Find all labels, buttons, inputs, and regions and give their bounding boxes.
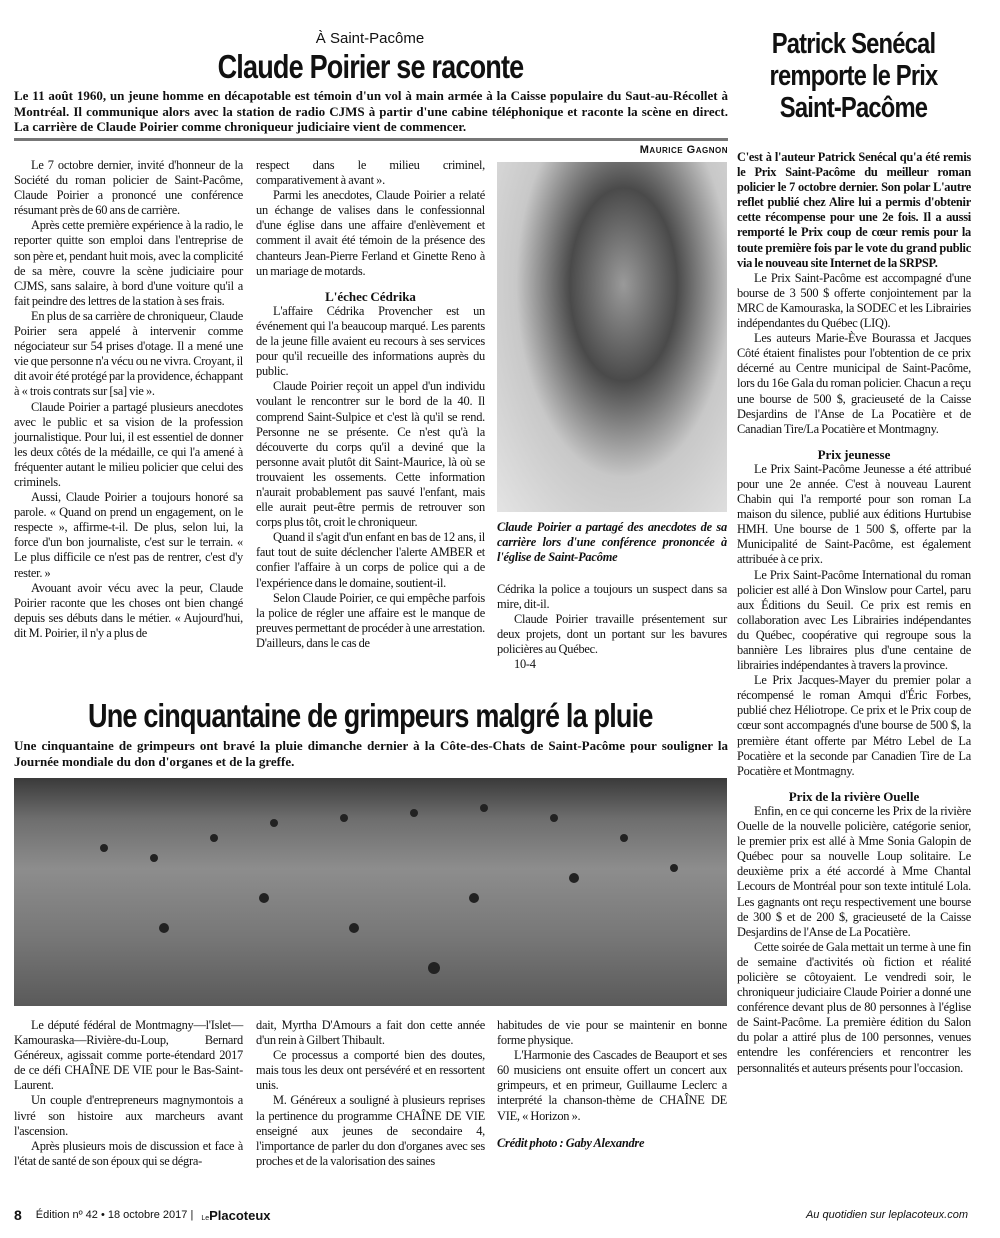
page-footer (14, 1207, 271, 1223)
paragraph: M. Généreux a souligné à plusieurs reprises la pertinence du programme CHAÎNE DE VIE enseigné aux jeunes de secondaire 4, l'importance de parler du don d'organes avec ses proches et de la valorisation des saines (256, 1093, 485, 1168)
article-deck: Le 11 août 1960, un jeune homme en décapotable est témoin d'un vol à main armée à la Caisse populaire du Saut-au-Récollet à Montréal. Il communique alors avec la station de radio CJMS à partir d'une cabine téléphonique et raconte la scène en direct. La carrière de Claude Poirier comme chroniqueur judiciaire vient de commencer. (14, 88, 728, 134)
paragraph: Les auteurs Marie-Ève Bourassa et Jacques Côté étaient finalistes pour l'obtention de ce prix décerné au Centre municipal de Saint-Pacôme, lors du 16e Gala du roman policier. Chacun a reçu une bourse de 500 $, gracieuseté de la Caisse Desjardins de l'Anse de La Pocatière et de Canadian Tire/La Pocatière et Montmagny. (737, 331, 971, 436)
paragraph: Claude Poirier reçoit un appel d'un individu voulant le rencontrer sur le bord de la 40. Il comprend Saint-Sulpice et c'est là qu'il se rend. Personne ne se présente. Ce n'est qu'à la découverte du corps qu'il a deviné que la personne avait plutôt dit Saint-Maurice, là où se trouvaient les ossements. Cette information n'aurait probablement pas sauvé l'enfant, mais elle aurait peut-être permis de retrouver son corps plus tôt, croit le chroniqueur. (256, 379, 485, 530)
subheading: L'échec Cédrika (325, 288, 416, 304)
paragraph: Claude Poirier a partagé plusieurs anecdotes avec le public et sa vision de la profession journalistique. Pour lui, il est essentiel de donner les deux côtés de la médaille, ce qui l'a amené à fréquenter autant le milieu policier que celui des criminels. (14, 399, 243, 489)
sidebar-headline (737, 28, 970, 124)
paragraph: Parmi les anecdotes, Claude Poirier a relaté un échange de valises dans le confessionnal d'une église dans une affaire d'enlèvement et comment il avait été témoin de la présence des chanteurs Jean-Pierre Ferland et Ginette Reno à un mariage de motards. (256, 188, 485, 278)
paragraph: Un couple d'entrepreneurs magnymontois a livré son histoire aux marcheurs avant l'ascension. (14, 1093, 243, 1138)
article2-deck: Une cinquantaine de grimpeurs ont bravé la pluie dimanche dernier à la Côte-des-Chats de Saint-Pacôme pour souligner la Journée mondiale du don d'organes et de la greffe. (14, 738, 728, 769)
paragraph: Ce processus a comporté bien des doutes, mais tous les deux ont persévéré et en ressortent unis. (256, 1048, 485, 1093)
paragraph: Après plusieurs mois de discussion et face à l'état de santé de son époux qui se dégra- (14, 1138, 243, 1168)
paragraph: Avouant avoir vécu avec la peur, Claude Poirier raconte que les choses ont bien changé depuis ses débuts dans le métier. « Aujourd'hui, dit M. Poirier, il n'y a plus de (14, 580, 243, 640)
paragraph: Cette soirée de Gala mettait un terme à une fin de semaine d'activités où fiction et réalité policière se côtoyaient. Le vendredi soir, le chroniqueur judiciaire Claude Poirier a donné une conférence devant plus de 80 personnes à l'église de Saint-Pacôme. La première édition du Salon du polar a attiré plus de 100 personnes, venues entendre les conférenciers et rencontrer les personnalités et auteurs présents pour l'occasion. (737, 939, 971, 1075)
article2-column-1 (14, 1018, 243, 1169)
footer-tagline[interactable]: Au quotidien sur leplacoteux.com (805, 1209, 968, 1221)
photo-claude-poirier (497, 162, 727, 512)
byline: Maurice Gagnon (639, 144, 728, 156)
paragraph: Le Prix Saint-Pacôme Jeunesse a été attribué pour une 2e année. C'est à nouveau Laurent Chabin qui l'a remporté pour son roman La maison du silence, publié aux éditions Hurtubise HMH. Une bourse de 1 500 $, offerte par la Municipalité de Saint-Pacôme, est également attribuée à ce prix. (737, 461, 971, 567)
paragraph: En plus de sa carrière de chroniqueur, Claude Poirier sera appelé à intervenir comme négociateur sur 54 prises d'otage. Il a mené une vie que personne n'a vécu ou ne vivra. Croyant, il dit avoir été protégé par la providence, échappant à « trois contrats sur [sa] vie ». (14, 308, 243, 399)
headline-text: Claude Poirier se raconte (217, 48, 523, 85)
brand-prefix: Le (201, 1214, 210, 1222)
paragraph: Le Prix Jacques-Mayer du premier polar a récompensé le roman Amqui d'Éric Forbes, publié chez Héliotrope. Ce prix et le Prix coup de cœur sont accompagnés d'une bourse de 500 $, la première étant offerte par Métro Lebel de La Pocatière et la seconde par Canadien Tire de La Pocatière et Montmagny. (737, 673, 971, 778)
subheading: Prix jeunesse (817, 446, 891, 462)
paragraph: Le Prix Saint-Pacôme est accompagné d'une bourse de 3 500 $ offerte conjointement par la MRC de Kamouraska, la SODEC et les Librairies indépendantes du Québec (LIQ). (737, 270, 971, 331)
paragraph: L'Harmonie des Cascades de Beauport et ses 60 musiciens ont ensuite offert un concert aux grimpeurs, et en primeur, Guillaume Leclerc a interprété la chanson-thème de CHAÎNE DE VIE, « Horizon ». (497, 1048, 727, 1123)
lede: C'est à l'auteur Patrick Senécal qu'a été remis le Prix Saint-Pacôme du meilleur roman policier le 7 octobre dernier. Son polar L'autre reflet publié chez Alire lui a permis d'obtenir cette récompense pour une 2e fois. Il a aussi remporté le Prix coup de cœur remis pour la toute première fois par le vote du grand public via le nouveau site Internet de la SRPSP. (737, 150, 971, 270)
article-column-3 (497, 582, 727, 673)
article2-headline (0, 697, 740, 735)
paragraph: Cédrika la police a toujours un suspect dans sa mire, dit-il. (497, 582, 727, 612)
article2-column-3 (497, 1018, 727, 1151)
paragraph: Claude Poirier travaille présentement sur deux projets, dont un portant sur les bavures policières au Québec. (497, 612, 727, 657)
article-kicker: À Saint-Pacôme (315, 30, 425, 47)
paragraph: 10-4 (514, 657, 536, 672)
paragraph: Après cette première expérience à la radio, le reporter quitte son emploi dans l'entreprise de son père et, pendant huit mois, avec la complicité de sa mère, couvre la scène judiciaire pour CJMS, sans salaire, à bord d'une voiture qu'il a fait peindre des lettres de la station à ses frais. (14, 218, 243, 308)
brand-logo (201, 1208, 270, 1223)
article-column-2 (256, 158, 485, 651)
photo-credit: Crédit photo : Gaby Alexandre (497, 1135, 645, 1150)
sidebar-article (737, 150, 971, 1076)
paragraph: Le Prix Saint-Pacôme International du roman policier est allé à Don Winslow pour Cartel, paru aux Éditions du Seuil. Ce prix est remis en collaboration avec Les Librairies indépendantes du Québec, coopérative qui regroupe sous la bannière Les libraires plus d'une centaine de librairies indépendantes à travers la province. (737, 567, 971, 673)
edition-info: Édition nº 42 • 18 octobre 2017 | (35, 1209, 194, 1221)
brand-name: Placoteux (209, 1207, 271, 1223)
page-number: 8 (14, 1207, 22, 1223)
paragraph: dait, Myrtha D'Amours a fait don cette année d'un rein à Gilbert Thibault. (256, 1018, 485, 1048)
article-column-1 (14, 158, 243, 641)
paragraph: Quand il s'agit d'un enfant en bas de 12 ans, il faut tout de suite déclencher l'alerte AMBER et confier l'affaire à un corps de police qui a de l'expérience dans le domaine, soutient-il. (256, 530, 485, 590)
paragraph: respect dans le milieu criminel, comparativement à avant ». (256, 158, 485, 188)
headline-text: Une cinquantaine de grimpeurs malgré la pluie (87, 697, 653, 734)
article2-column-2 (256, 1018, 485, 1169)
paragraph: Enfin, en ce qui concerne les Prix de la rivière Ouelle de la nouvelle policière, catégorie senior, le premier prix est allé à Mme Sonia Galopin de Québec pour sa nouvelle Loup solitaire. Le deuxième prix a été accordé à Mme Chantal Lecours de Montréal pour son texte intitulé Lola. Les gagnants ont reçu respectivement une bourse de 300 $ et de 200 $, gracieuseté de la Caisse Desjardins de l'Anse de La Pocatière. (737, 803, 971, 939)
paragraph: Le 7 octobre dernier, invité d'honneur de la Société du roman policier de Saint-Pacôme, Claude Poirier a prononcé une conférence résumant près de 60 ans de carrière. (14, 158, 243, 218)
paragraph: Selon Claude Poirier, ce qui empêche parfois la police de régler une affaire est le manque de preuves permettant de procéder à une arrestation. D'ailleurs, dans le cas de (256, 590, 485, 650)
paragraph: L'affaire Cédrika Provencher est un événement qui l'a beaucoup marqué. Les parents de la jeune fille avaient eu recours à ses services pour qu'il recueille des informations auprès du public. (256, 303, 485, 379)
paragraph: habitudes de vie pour se maintenir en bonne forme physique. (497, 1018, 727, 1048)
divider (14, 138, 728, 141)
subheading: Prix de la rivière Ouelle (788, 788, 920, 804)
paragraph: Aussi, Claude Poirier a toujours honoré sa parole. « Quand on prend un engagement, on le respecte », affirme-t-il. De plus, selon lui, la force d'un bon journaliste, c'est sur le terrain. « Le plus difficile ce n'est pas de rentrer, c'est d'y rester. » (14, 490, 243, 580)
article-headline (0, 48, 740, 86)
photo-caption: Claude Poirier a partagé des anecdotes de sa carrière lors d'une conférence prononcée à l'église de Saint-Pacôme (497, 520, 727, 565)
paragraph: Le député fédéral de Montmagny—l'Islet—Kamouraska—Rivière-du-Loup, Bernard Généreux, agissait comme porte-étendard 2017 de ce défi CHAÎNE DE VIE pour le Bas-Saint-Laurent. (14, 1018, 243, 1093)
photo-climbers (14, 778, 727, 1006)
headline-text: Patrick Senécal remporte le Prix Saint-Pacôme (769, 28, 938, 124)
climbers-figures (14, 778, 727, 1006)
